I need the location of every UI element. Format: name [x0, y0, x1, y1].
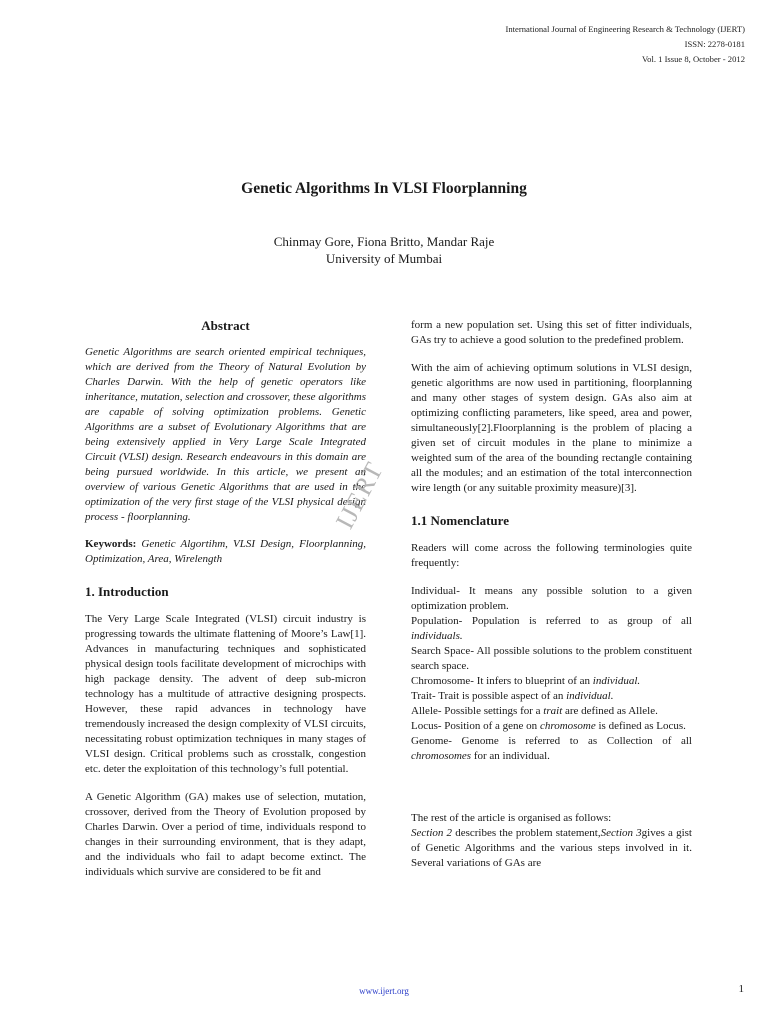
footer-url-link[interactable]: www.ijert.org — [359, 986, 409, 996]
paper-title: Genetic Algorithms In VLSI Floorplanning — [241, 180, 527, 197]
journal-issn: ISSN: 2278-0181 — [684, 39, 745, 49]
introduction-paragraph-1: The Very Large Scale Integrated (VLSI) circuit industry is progressing towards the ultimate flattening of Moore’s Law[1]. Advances in manufacturing techniques and sophisticated physical design tools facilitate development of microchips with high package density. The advent of deep sub-micron technology has a multitude of attractive designing prospects. However, these rapid advances in technology have tremendously increased the design complexity of VLSI circuits, necessitating robust optimization techniques in many stages of VLSI design. Critical problems such as crosstalk, congestion etc. deter the exploitation of this technology’s full potential. — [85, 613, 366, 775]
journal-name: International Journal of Engineering Research & Technology (IJERT) — [505, 24, 745, 34]
ijert-watermark: IJERT — [330, 457, 390, 534]
author-block — [0, 233, 768, 267]
right-column — [411, 318, 692, 871]
organisation-text: Section 2 describes the problem statement,Section 3gives a gist of Genetic Algorithms and the various steps involved in it. Several variations of GAs are — [411, 827, 692, 869]
affiliation: University of Mumbai — [325, 251, 443, 266]
right-paragraph-2: With the aim of achieving optimum solutions in VLSI design, genetic algorithms are now used in partitioning, floorplanning and many other stages of system design. GAs also aim at optimizing conflicting parameters, like speed, area and power, simultaneously[2].Floorplanning is the problem of placing a given set of circuit modules in the plane to minimize a weighted sum of the area of the bounding rectangle containing all the modules; and an estimation of the total interconnection wire length (or any suitable proximity measure)[3]. — [411, 362, 692, 494]
abstract-text: Genetic Algorithms are search oriented empirical techniques, which are derived from the Theory of Natural Evolution by Charles Darwin. With the help of genetic operators like inheritance, mutation, selection and crossover, these algorithms are capable of solving optimization problems. Genetic Algorithms are a subset of Evolutionary Algorithms that are being extensively applied in Very Large Scale Integrated Circuit (VLSI) design. Research endeavours in this domain are being pursued worldwide. In this article, we present an overview of various Genetic Algorithms that are used in the optimization of the very first stage of the VLSI physical design process - floorplanning. — [85, 346, 366, 523]
left-column — [85, 318, 366, 880]
abstract-heading: Abstract — [201, 318, 250, 333]
term-item: Allele- Possible settings for a trait are defined as Allele. — [411, 705, 658, 717]
keywords — [85, 537, 366, 567]
term-item: Search Space- All possible solutions to the problem constituent search space. — [411, 645, 692, 672]
right-paragraph-1: form a new population set. Using this set of fitter individuals, GAs try to achieve a good solution to the predefined problem. — [411, 319, 692, 346]
page-number: 1 — [738, 983, 744, 995]
terminology-list — [411, 584, 692, 764]
term-item: Population- Population is referred to as group of all individuals. — [411, 615, 692, 642]
keywords-label: Keywords: — [85, 538, 137, 550]
organisation-intro: The rest of the article is organised as follows: — [411, 812, 612, 824]
section-heading-introduction: 1. Introduction — [85, 584, 169, 599]
term-item: Individual- It means any possible solution to a given optimization problem. — [411, 585, 692, 612]
author-names: Chinmay Gore, Fiona Britto, Mandar Raje — [273, 234, 495, 249]
term-item: Genome- Genome is referred to as Collection of all chromosomes for an individual. — [411, 735, 692, 762]
nomenclature-intro: Readers will come across the following terminologies quite frequently: — [411, 542, 692, 569]
journal-header — [505, 22, 745, 67]
journal-volume: Vol. 1 Issue 8, October - 2012 — [642, 54, 745, 64]
introduction-paragraph-2: A Genetic Algorithm (GA) makes use of selection, mutation, crossover, derived from the Theory of Evolution proposed by Charles Darwin. Over a period of time, individuals respond to changes in their surrounding environment, that is they adapt, and the individuals who fail to adapt become extinct. The individuals which survive are considered to be fit and — [85, 791, 366, 878]
section-heading-nomenclature: 1.1 Nomenclature — [411, 513, 509, 528]
term-item: Trait- Trait is possible aspect of an individual. — [411, 690, 614, 702]
keywords-text: Genetic Algortihm, VLSI Design, Floorplanning, Optimization, Area, Wirelength — [85, 538, 366, 565]
term-item: Chromosome- It infers to blueprint of an individual. — [411, 675, 641, 687]
term-item: Locus- Position of a gene on chromosome is defined as Locus. — [411, 720, 686, 732]
